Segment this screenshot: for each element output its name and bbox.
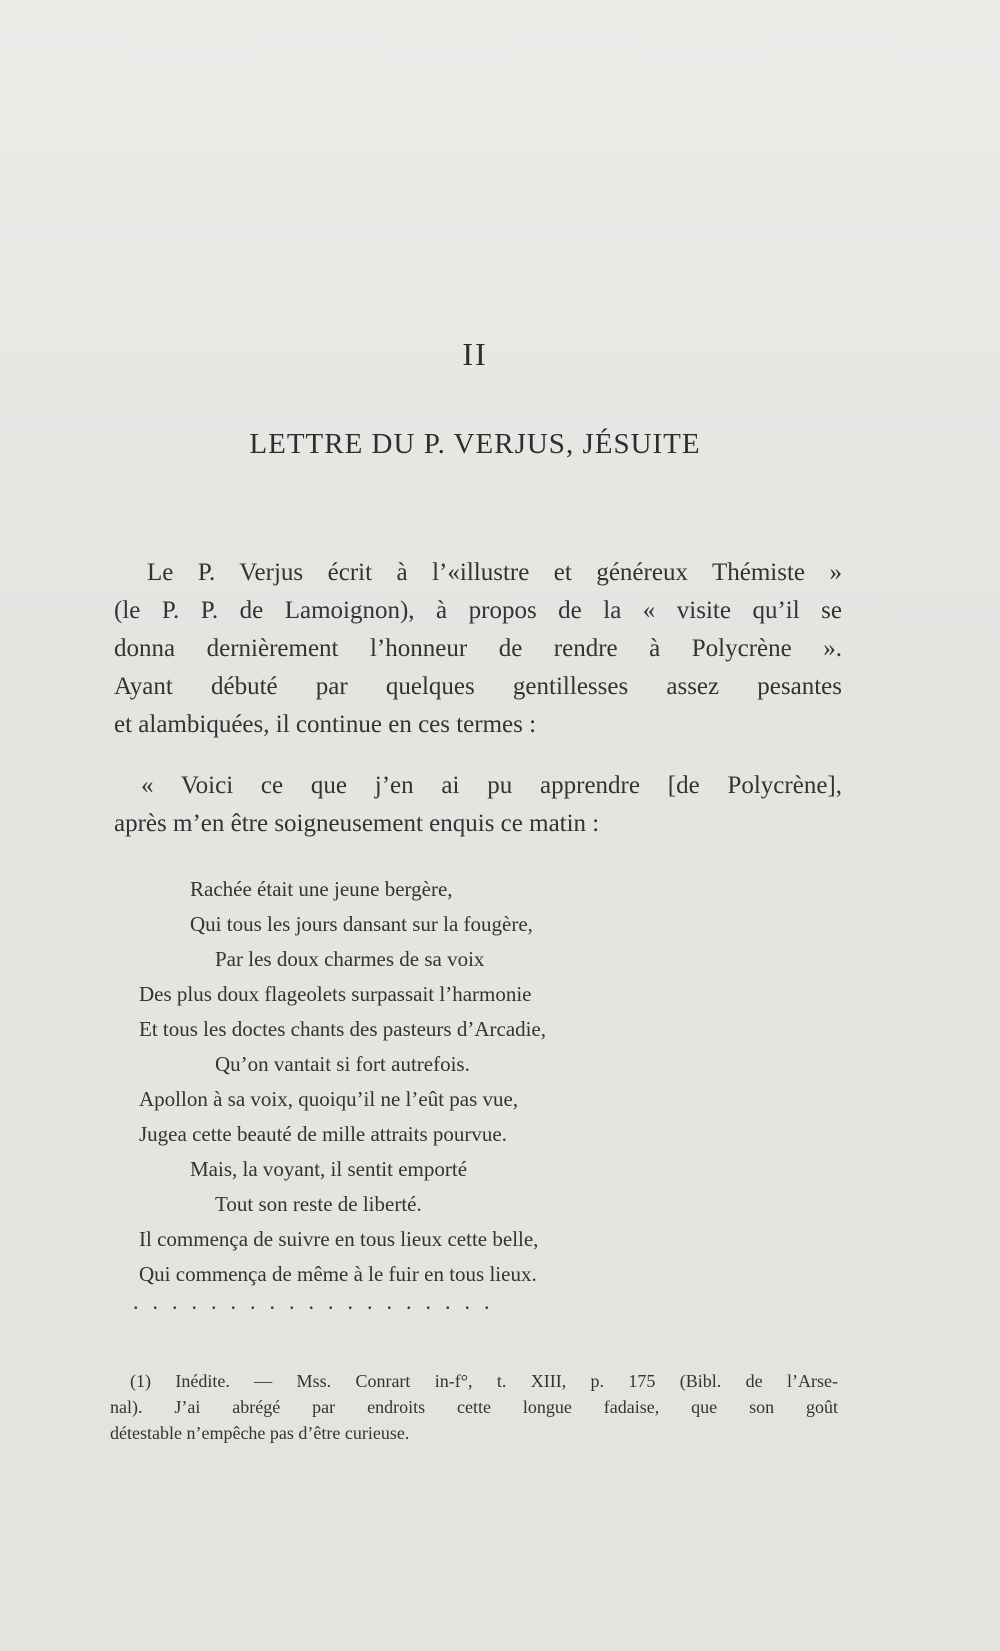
ellipsis-line: ................... <box>133 1289 504 1314</box>
chapter-title: LETTRE DU P. VERJUS, JÉSUITE <box>249 428 701 460</box>
intro-line: et alambiquées, il continue en ces termes : <box>114 711 537 738</box>
poem-line: Apollon à sa voix, quoiqu’il ne l’eût pas vue, <box>139 1087 519 1111</box>
poem-line: Jugea cette beauté de mille attraits pourvue. <box>139 1122 507 1146</box>
poem-line: Mais, la voyant, il sentit emporté <box>190 1157 468 1181</box>
poem-line: Il commença de suivre en tous lieux cette belle, <box>139 1227 539 1251</box>
bleed-through <box>340 160 346 196</box>
intro-line: Le P. Verjus écrit à l’«illustre et généreux Thémiste » <box>147 559 842 586</box>
intro-line: Ayant débuté par quelques gentillesses assez pesantes <box>114 673 842 700</box>
poem-line: Et tous les doctes chants des pasteurs d’Arcadie, <box>139 1017 547 1041</box>
poem-line: Rachée était une jeune bergère, <box>190 877 453 901</box>
poem-line: Par les doux charmes de sa voix <box>215 947 485 971</box>
quote-line: « Voici ce que j’en ai pu apprendre [de Polycrène], <box>141 772 842 799</box>
poem-line: Des plus doux flageolets surpassait l’harmonie <box>139 982 532 1006</box>
footnote-line: détestable n’empêche pas d’être curieuse. <box>110 1423 410 1443</box>
intro-line: donna dernièrement l’honneur de rendre à Polycrène ». <box>114 635 842 662</box>
poem-line: Qui tous les jours dansant sur la fougère, <box>190 912 533 936</box>
chapter-number: II <box>462 336 488 372</box>
quote-line: après m’en être soigneusement enquis ce matin : <box>114 810 600 837</box>
poem-line: Tout son reste de liberté. <box>215 1192 422 1216</box>
intro-line: (le P. P. de Lamoignon), à propos de la « visite qu’il se <box>114 597 842 624</box>
footnote-line: nal). J’ai abrégé par endroits cette longue fadaise, que son goût <box>110 1397 838 1417</box>
poem-line: Qui commença de même à le fuir en tous lieux. <box>139 1262 537 1286</box>
footnote-line: (1) Inédite. — Mss. Conrart in-f°, t. XIII, p. 175 (Bibl. de l’Arse- <box>130 1371 838 1391</box>
poem-line: Qu’on vantait si fort autrefois. <box>215 1052 470 1076</box>
